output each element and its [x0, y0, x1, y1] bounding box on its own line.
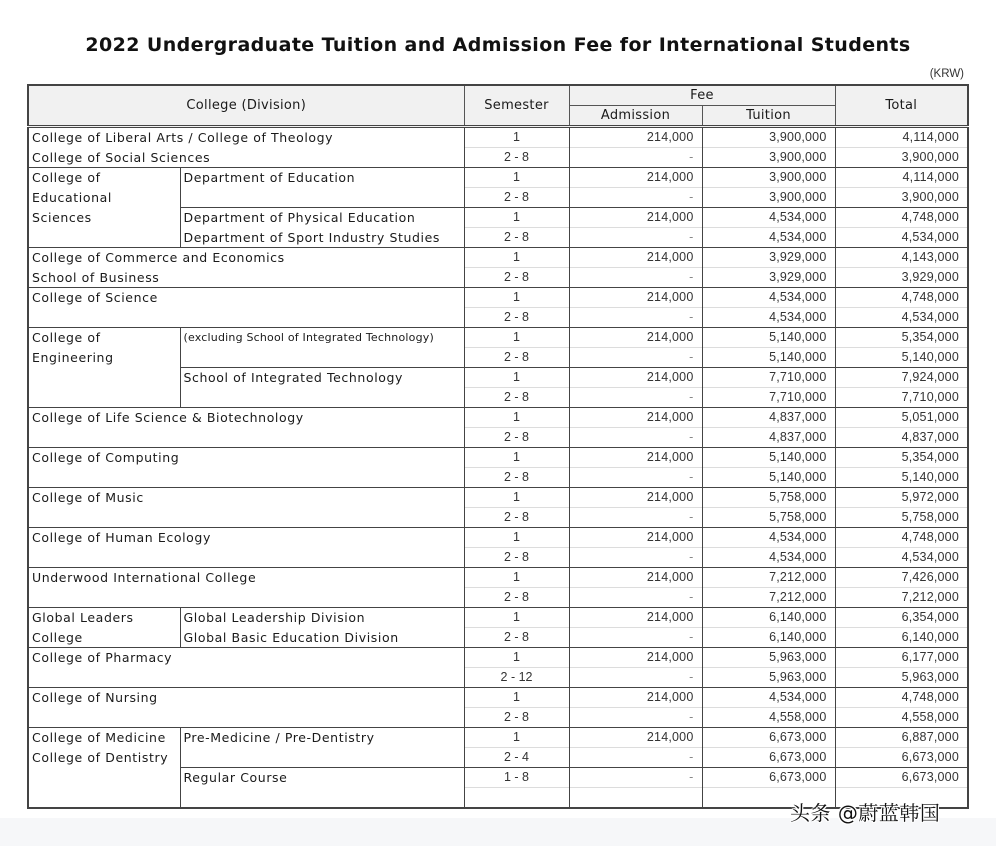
total-fee-cell: 6,354,000: [835, 608, 968, 628]
admission-fee-cell: 214,000: [569, 248, 702, 268]
semester-cell: 2 - 8: [464, 508, 569, 528]
total-fee-cell: 5,354,000: [835, 328, 968, 348]
table-row: [28, 448, 968, 468]
total-fee-cell: 4,748,000: [835, 288, 968, 308]
total-fee-cell: 5,354,000: [835, 448, 968, 468]
total-fee-cell: 3,929,000: [835, 268, 968, 288]
admission-fee-cell: 214,000: [569, 568, 702, 588]
tuition-fee-cell: 5,140,000: [702, 328, 835, 348]
table-row: [28, 568, 968, 588]
tuition-fee-cell: 5,140,000: [702, 348, 835, 368]
tuition-fee-cell: 4,534,000: [702, 288, 835, 308]
semester-cell: 2 - 8: [464, 188, 569, 208]
college-name-cell: [28, 588, 464, 608]
college-name-cell: [28, 708, 464, 728]
table-row: [28, 248, 968, 268]
header-college-division: College (Division): [28, 85, 464, 127]
semester-cell: 1 - 8: [464, 768, 569, 788]
tuition-fee-cell: 3,900,000: [702, 148, 835, 168]
currency-unit-label: (KRW): [929, 68, 964, 80]
table-row: [28, 708, 968, 728]
admission-fee-cell: 214,000: [569, 408, 702, 428]
semester-cell: 1: [464, 408, 569, 428]
table-row: [28, 328, 968, 348]
semester-cell: 2 - 4: [464, 748, 569, 768]
semester-cell: 1: [464, 728, 569, 748]
tuition-fee-cell: 5,758,000: [702, 488, 835, 508]
division-name-cell: Global Basic Education Division: [180, 628, 464, 648]
table-row: [28, 148, 968, 168]
admission-fee-cell: -: [569, 708, 702, 728]
admission-fee-cell: -: [569, 668, 702, 688]
admission-fee-cell: -: [569, 428, 702, 448]
table-row: [28, 388, 968, 408]
tuition-fee-cell: 6,140,000: [702, 608, 835, 628]
division-name-cell: Global Leadership Division: [180, 608, 464, 628]
table-row: [28, 628, 968, 648]
division-name-cell: Regular Course: [180, 768, 464, 788]
division-name-cell: Department of Physical Education: [180, 208, 464, 228]
watermark-text: 头条 @蔚蓝韩国: [790, 801, 941, 825]
total-fee-cell: 3,900,000: [835, 148, 968, 168]
total-fee-cell: 4,748,000: [835, 208, 968, 228]
admission-fee-cell: -: [569, 588, 702, 608]
admission-fee-cell: -: [569, 748, 702, 768]
table-row: [28, 268, 968, 288]
admission-fee-cell: 214,000: [569, 127, 702, 148]
semester-cell: 1: [464, 688, 569, 708]
semester-cell: 2 - 8: [464, 428, 569, 448]
total-fee-cell: 6,887,000: [835, 728, 968, 748]
tuition-fee-cell: 6,673,000: [702, 728, 835, 748]
total-fee-cell: 5,051,000: [835, 408, 968, 428]
document-title: 2022 Undergraduate Tuition and Admission Fee for International Students: [85, 34, 911, 56]
college-name-cell: [28, 468, 464, 488]
semester-cell: 1: [464, 288, 569, 308]
college-name-cell: College of Human Ecology: [28, 528, 464, 548]
table-row: [28, 188, 968, 208]
total-fee-cell: 6,673,000: [835, 748, 968, 768]
division-name-cell: [180, 748, 464, 768]
college-name-cell: [28, 428, 464, 448]
college-name-cell: Engineering: [28, 348, 180, 368]
tuition-fee-cell: 7,710,000: [702, 368, 835, 388]
table-body: [28, 127, 968, 809]
admission-fee-cell: -: [569, 548, 702, 568]
table-row: [28, 528, 968, 548]
table-row: [28, 208, 968, 228]
admission-fee-cell: -: [569, 348, 702, 368]
college-name-cell: College of: [28, 328, 180, 348]
division-name-cell: School of Integrated Technology: [180, 368, 464, 388]
admission-fee-cell: 214,000: [569, 648, 702, 668]
table-row: [28, 488, 968, 508]
admission-fee-cell: 214,000: [569, 168, 702, 188]
admission-fee-cell: 214,000: [569, 688, 702, 708]
college-name-cell: Sciences: [28, 208, 180, 228]
total-fee-cell: 6,673,000: [835, 768, 968, 788]
tuition-fee-cell: 6,140,000: [702, 628, 835, 648]
table-row: [28, 428, 968, 448]
admission-fee-cell: 214,000: [569, 448, 702, 468]
total-fee-cell: 5,972,000: [835, 488, 968, 508]
table-row: [28, 608, 968, 628]
tuition-fee-cell: 6,673,000: [702, 768, 835, 788]
semester-cell: 1: [464, 328, 569, 348]
tuition-fee-cell: 4,534,000: [702, 528, 835, 548]
total-fee-cell: 4,748,000: [835, 528, 968, 548]
semester-cell: 1: [464, 648, 569, 668]
admission-fee-cell: 214,000: [569, 368, 702, 388]
college-name-cell: [28, 388, 180, 408]
header-fee: Fee: [569, 85, 835, 106]
admission-fee-cell: -: [569, 308, 702, 328]
admission-fee-cell: -: [569, 268, 702, 288]
table-row: [28, 648, 968, 668]
semester-cell: [464, 788, 569, 809]
total-fee-cell: 4,534,000: [835, 308, 968, 328]
semester-cell: 1: [464, 248, 569, 268]
header-total: Total: [835, 85, 968, 127]
division-name-cell: Department of Sport Industry Studies: [180, 228, 464, 248]
semester-cell: 2 - 12: [464, 668, 569, 688]
total-fee-cell: 5,140,000: [835, 348, 968, 368]
admission-fee-cell: -: [569, 468, 702, 488]
tuition-fee-cell: 5,140,000: [702, 468, 835, 488]
college-name-cell: Global Leaders: [28, 608, 180, 628]
division-name-cell: [180, 788, 464, 809]
college-name-cell: College of Computing: [28, 448, 464, 468]
table-row: [28, 168, 968, 188]
total-fee-cell: 7,212,000: [835, 588, 968, 608]
admission-fee-cell: 214,000: [569, 488, 702, 508]
table-row: [28, 688, 968, 708]
total-fee-cell: 4,534,000: [835, 548, 968, 568]
college-name-cell: College of Commerce and Economics: [28, 248, 464, 268]
division-name-cell: [180, 348, 464, 368]
college-name-cell: [28, 768, 180, 788]
table-row: [28, 548, 968, 568]
college-name-cell: Educational: [28, 188, 180, 208]
total-fee-cell: 4,558,000: [835, 708, 968, 728]
college-name-cell: [28, 228, 180, 248]
college-name-cell: College of Dentistry: [28, 748, 180, 768]
semester-cell: 2 - 8: [464, 148, 569, 168]
admission-fee-cell: 214,000: [569, 208, 702, 228]
tuition-fee-table: [27, 84, 969, 809]
tuition-fee-cell: 4,534,000: [702, 548, 835, 568]
admission-fee-cell: 214,000: [569, 328, 702, 348]
total-fee-cell: 4,114,000: [835, 127, 968, 148]
semester-cell: 1: [464, 448, 569, 468]
tuition-fee-cell: 3,900,000: [702, 127, 835, 148]
admission-fee-cell: -: [569, 188, 702, 208]
total-fee-cell: 7,924,000: [835, 368, 968, 388]
tuition-fee-cell: 4,837,000: [702, 408, 835, 428]
tuition-fee-cell: 7,710,000: [702, 388, 835, 408]
table-row: [28, 768, 968, 788]
admission-fee-cell: [569, 788, 702, 809]
header-admission: Admission: [569, 106, 702, 127]
tuition-fee-cell: 7,212,000: [702, 588, 835, 608]
college-name-cell: College of Liberal Arts / College of Theology: [28, 127, 464, 148]
semester-cell: 2 - 8: [464, 308, 569, 328]
college-name-cell: College of Life Science & Biotechnology: [28, 408, 464, 428]
table-row: [28, 288, 968, 308]
semester-cell: 1: [464, 608, 569, 628]
table-row: [28, 368, 968, 388]
division-name-cell: Department of Education: [180, 168, 464, 188]
division-name-cell: [180, 388, 464, 408]
table-row: [28, 127, 968, 148]
college-name-cell: Underwood International College: [28, 568, 464, 588]
semester-cell: 2 - 8: [464, 228, 569, 248]
college-name-cell: [28, 548, 464, 568]
table-row: [28, 308, 968, 328]
admission-fee-cell: -: [569, 148, 702, 168]
college-name-cell: College of Nursing: [28, 688, 464, 708]
college-name-cell: College of Music: [28, 488, 464, 508]
semester-cell: 2 - 8: [464, 468, 569, 488]
semester-cell: 2 - 8: [464, 708, 569, 728]
tuition-fee-cell: 4,534,000: [702, 308, 835, 328]
total-fee-cell: 6,177,000: [835, 648, 968, 668]
total-fee-cell: 5,963,000: [835, 668, 968, 688]
total-fee-cell: 5,140,000: [835, 468, 968, 488]
semester-cell: 2 - 8: [464, 388, 569, 408]
division-name-cell: (excluding School of Integrated Technology): [180, 328, 464, 348]
admission-fee-cell: -: [569, 388, 702, 408]
semester-cell: 2 - 8: [464, 628, 569, 648]
total-fee-cell: 5,758,000: [835, 508, 968, 528]
table-row: [28, 408, 968, 428]
total-fee-cell: 7,710,000: [835, 388, 968, 408]
tuition-fee-cell: 7,212,000: [702, 568, 835, 588]
table-row: [28, 668, 968, 688]
college-name-cell: College of Medicine: [28, 728, 180, 748]
table-row: [28, 588, 968, 608]
tuition-fee-cell: 4,837,000: [702, 428, 835, 448]
college-name-cell: College of: [28, 168, 180, 188]
admission-fee-cell: -: [569, 768, 702, 788]
admission-fee-cell: 214,000: [569, 288, 702, 308]
college-name-cell: [28, 308, 464, 328]
tuition-fee-cell: 4,534,000: [702, 208, 835, 228]
college-name-cell: School of Business: [28, 268, 464, 288]
college-name-cell: [28, 368, 180, 388]
division-name-cell: Pre-Medicine / Pre-Dentistry: [180, 728, 464, 748]
header-tuition: Tuition: [702, 106, 835, 127]
admission-fee-cell: -: [569, 508, 702, 528]
semester-cell: 2 - 8: [464, 348, 569, 368]
tuition-fee-cell: 3,929,000: [702, 248, 835, 268]
admission-fee-cell: 214,000: [569, 608, 702, 628]
college-name-cell: [28, 508, 464, 528]
total-fee-cell: 4,748,000: [835, 688, 968, 708]
total-fee-cell: 4,114,000: [835, 168, 968, 188]
table-row: [28, 348, 968, 368]
semester-cell: 1: [464, 368, 569, 388]
college-name-cell: [28, 788, 180, 809]
semester-cell: 1: [464, 568, 569, 588]
total-fee-cell: 4,143,000: [835, 248, 968, 268]
semester-cell: 2 - 8: [464, 548, 569, 568]
tuition-fee-cell: 5,963,000: [702, 648, 835, 668]
table-row: [28, 748, 968, 768]
tuition-fee-cell: 5,758,000: [702, 508, 835, 528]
semester-cell: 1: [464, 528, 569, 548]
total-fee-cell: 4,837,000: [835, 428, 968, 448]
tuition-fee-cell: 4,534,000: [702, 228, 835, 248]
tuition-fee-cell: 3,929,000: [702, 268, 835, 288]
table-row: [28, 468, 968, 488]
tuition-fee-cell: 5,140,000: [702, 448, 835, 468]
table-row: [28, 228, 968, 248]
total-fee-cell: 6,140,000: [835, 628, 968, 648]
college-name-cell: College of Pharmacy: [28, 648, 464, 668]
total-fee-cell: 3,900,000: [835, 188, 968, 208]
tuition-fee-cell: 5,963,000: [702, 668, 835, 688]
college-name-cell: College: [28, 628, 180, 648]
table-row: [28, 508, 968, 528]
admission-fee-cell: 214,000: [569, 528, 702, 548]
college-name-cell: [28, 668, 464, 688]
admission-fee-cell: -: [569, 628, 702, 648]
tuition-fee-cell: 3,900,000: [702, 188, 835, 208]
college-name-cell: College of Science: [28, 288, 464, 308]
tuition-fee-cell: 3,900,000: [702, 168, 835, 188]
total-fee-cell: 4,534,000: [835, 228, 968, 248]
division-name-cell: [180, 188, 464, 208]
total-fee-cell: 7,426,000: [835, 568, 968, 588]
semester-cell: 1: [464, 208, 569, 228]
table-row: [28, 728, 968, 748]
header-semester: Semester: [464, 85, 569, 127]
semester-cell: 1: [464, 488, 569, 508]
semester-cell: 1: [464, 168, 569, 188]
tuition-fee-cell: 4,534,000: [702, 688, 835, 708]
admission-fee-cell: 214,000: [569, 728, 702, 748]
semester-cell: 2 - 8: [464, 268, 569, 288]
semester-cell: 1: [464, 127, 569, 148]
admission-fee-cell: -: [569, 228, 702, 248]
tuition-fee-cell: 6,673,000: [702, 748, 835, 768]
tuition-fee-cell: 4,558,000: [702, 708, 835, 728]
semester-cell: 2 - 8: [464, 588, 569, 608]
college-name-cell: College of Social Sciences: [28, 148, 464, 168]
